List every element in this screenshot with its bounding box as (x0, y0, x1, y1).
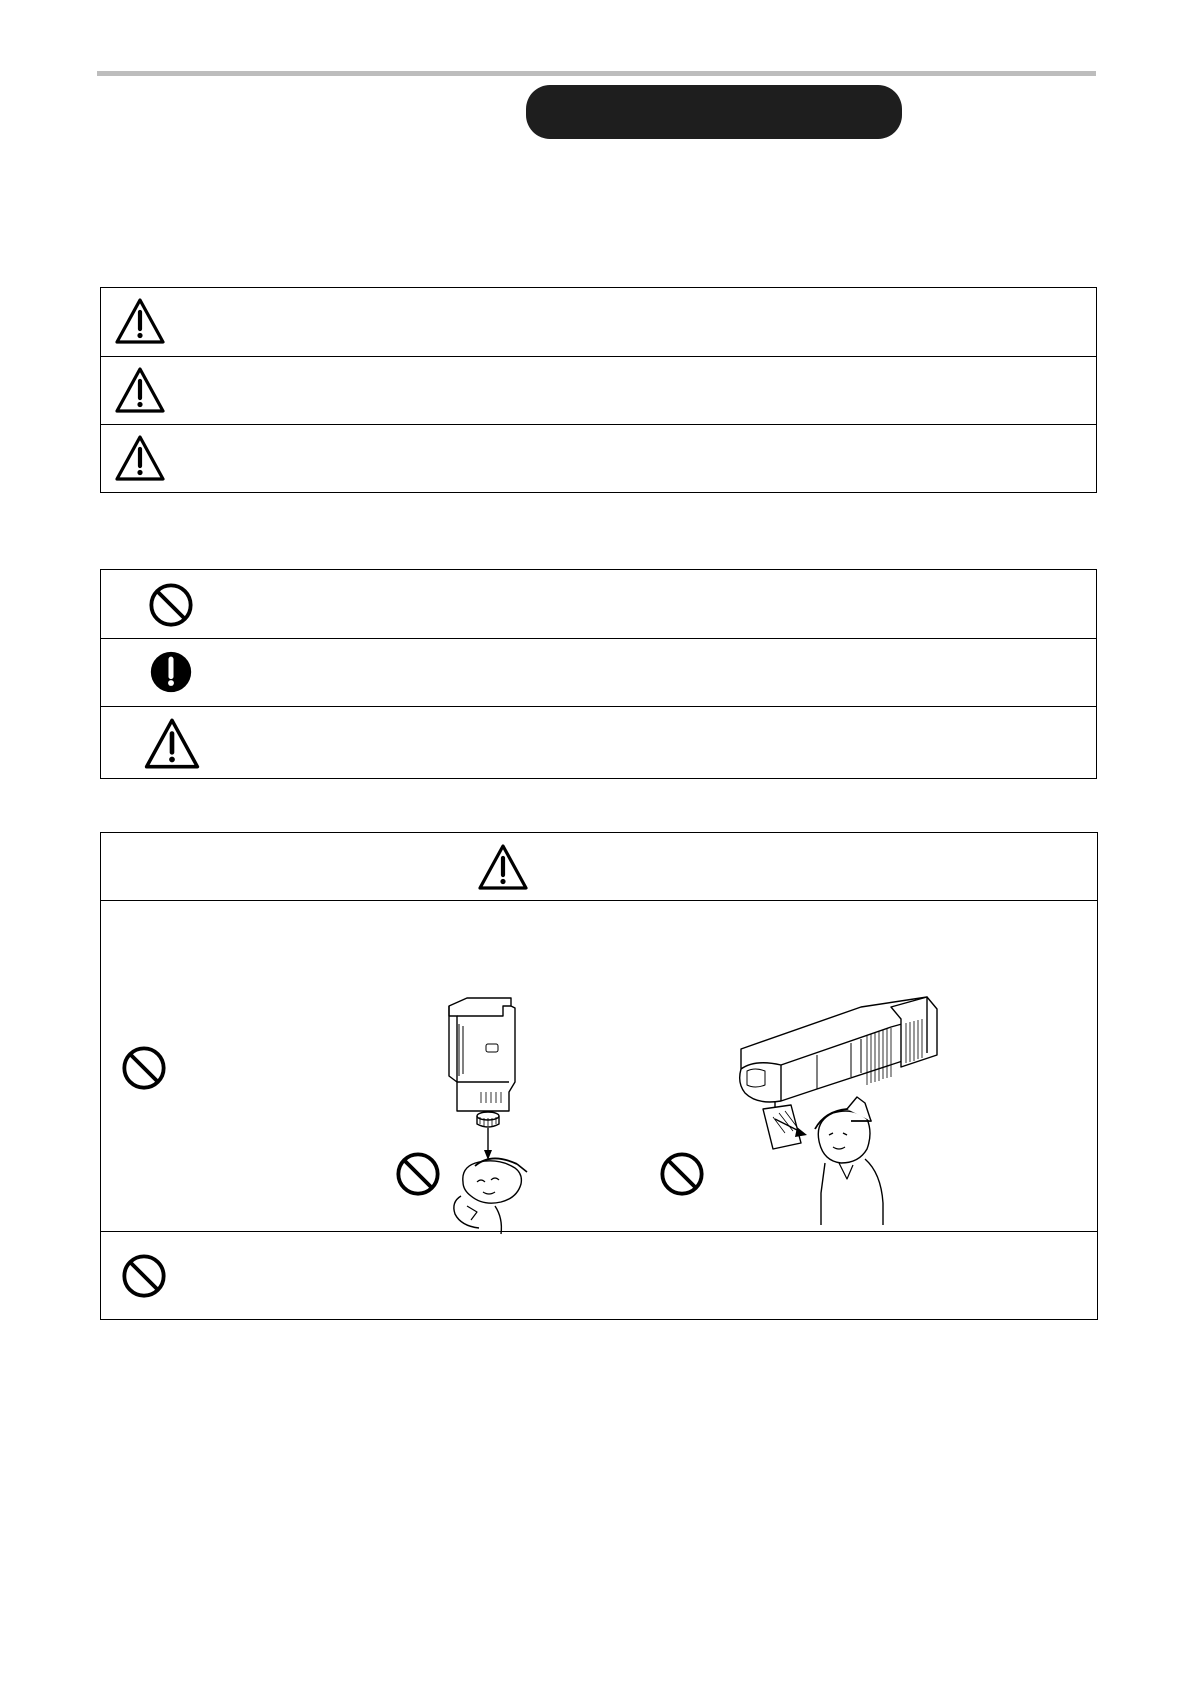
laser-warning-section-2 (101, 1232, 1097, 1319)
warning-triangle-icon (114, 366, 166, 414)
prohibition-icon (148, 582, 194, 628)
prohibition-icon (121, 1253, 167, 1299)
prohibition-icon (121, 1045, 167, 1091)
vertical-laser-head-illustration (391, 996, 621, 1236)
symbols-table (100, 569, 1097, 779)
horizontal-laser-head-illustration (701, 993, 1031, 1233)
prohibition-icon (395, 1151, 441, 1197)
signal-row-3 (101, 425, 1096, 492)
laser-warning-header (101, 833, 1097, 901)
laser-warning-box (100, 832, 1098, 1320)
warning-triangle-icon (143, 717, 201, 770)
symbol-row-mandatory (101, 639, 1096, 707)
warning-triangle-icon (114, 297, 166, 345)
signal-row-2 (101, 357, 1096, 425)
symbol-row-prohibition (101, 570, 1096, 639)
warning-triangle-icon (477, 843, 529, 891)
symbol-row-caution (101, 707, 1096, 778)
prohibition-icon (659, 1151, 705, 1197)
header-rule (97, 71, 1096, 76)
section-title-pill (526, 85, 902, 139)
signal-row-1 (101, 288, 1096, 357)
mandatory-action-icon (149, 650, 193, 694)
signal-words-table (100, 287, 1097, 493)
warning-triangle-icon (114, 434, 166, 482)
laser-warning-section-1 (101, 901, 1097, 1232)
